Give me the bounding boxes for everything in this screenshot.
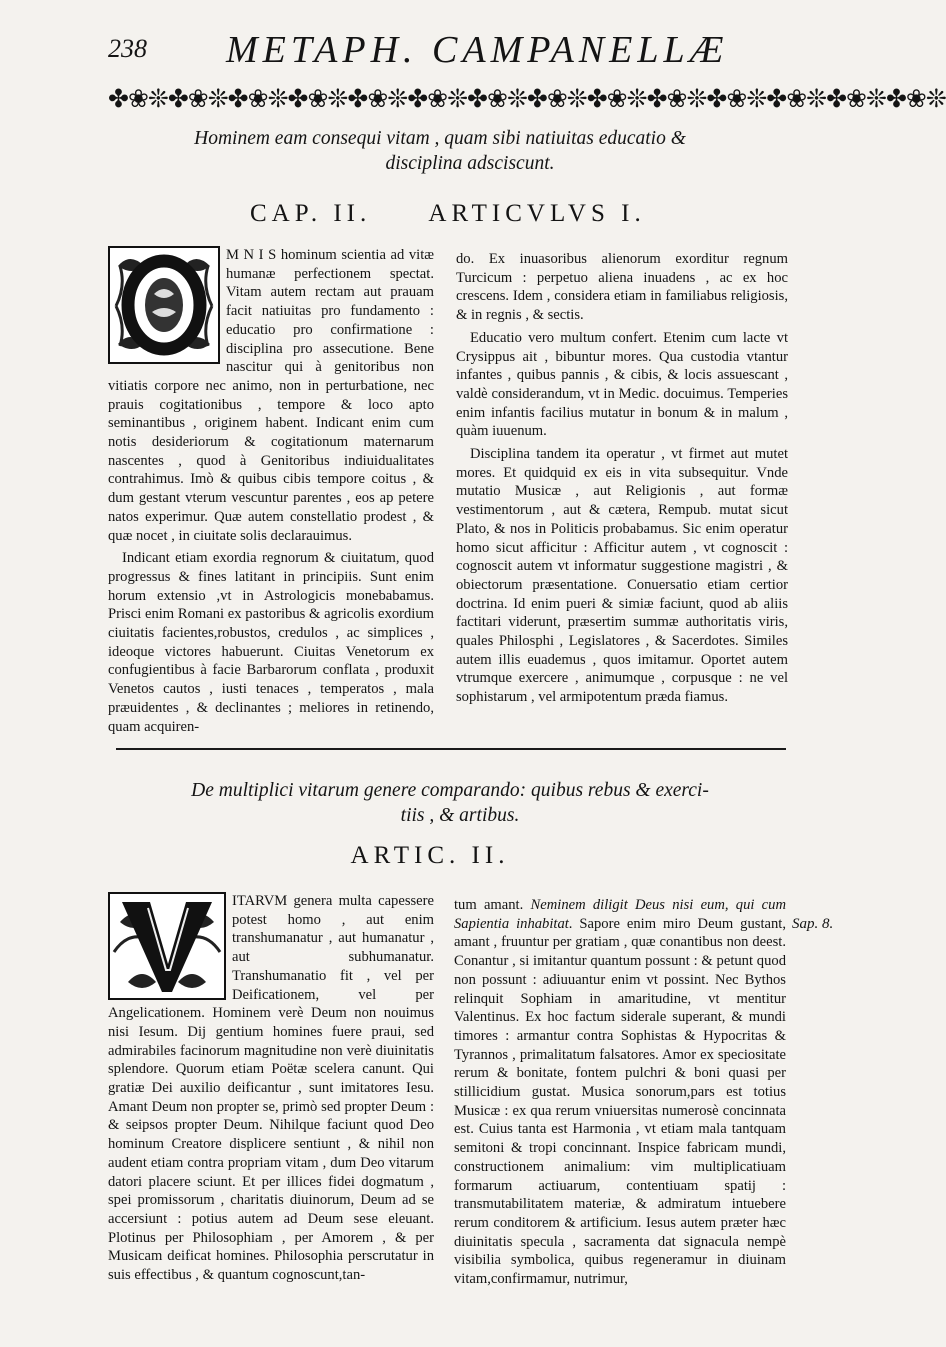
section1-right-paragraph-2: Educatio vero multum confert. Etenim cum lacte vt Crysippus ait , bibuntur mores. Qua custodia vtantur infantes , quibus pannis , & cibis, & locis assuescant , valdè considerandum, vt in Medic. docuimus. Temperies enim infantis facilius mutatur in bonum & in malum , quàm iuuenum.: [456, 329, 788, 440]
section2-right-column: [454, 896, 786, 1289]
margin-note: Sap. 8.: [792, 916, 834, 932]
article-label: ARTICVLVS I.: [428, 200, 646, 227]
section2-right-paragraph: [454, 896, 786, 1289]
section1-left-column: [108, 246, 434, 736]
scripture-quotation: Neminem diligit Deus nisi eum, qui cum Sapientia inhabitat: [454, 897, 786, 932]
section2-right-rest: . Sapore enim miro Deum gustant, amant , fruuntur per gratiam , quæ conantibus non deest. Conantur , si imitantur quantum possunt : & petunt quod non possunt : adiuuantur enim vt possint. Nec Bythos relinquit Sophiam in amaritudine, vt mentitur Valentinus. Ex hoc factum siderale superant, & mundi timores : armantur contra Sophistas & Hypocritas & Tyrannos , primalitatum falsatores. Amor ex speciositate rerum & bonitate, fontem pulchri & boni quasi per stillicidium gustat. Musica sonorum,pars est totius Musicæ : ex qua rerum vniuersitas numerosè concinnata est. Cuius tanta est Harmonia , vt etiam mala tantquam semitoni & tropi concinnant. Inspice fabricam mundi, constructionem animalium: vim multiplicatiuam formarum actiuarum, contentiuam spatij : transmutabilitatem materiæ, & admiratum intuebere rerum conditorem & artificium. Iesus autem præter hæc diuinitatis specula , sacramenta dat signacula nempè visibilia symbolica, quibus regeneramur in diuinam vitam,confirmamur, nutrimur,: [454, 915, 786, 1288]
page-header: [108, 28, 808, 72]
section-divider-rule: [116, 748, 786, 750]
section2-left-column: [108, 892, 434, 1285]
decorated-initial-o: [108, 246, 220, 364]
section2-left-paragraph: ITARVM genera multa capessere potest homo , aut enim transhumanatur , aut humanatur , aut subhumanatur. Transhumanatio fit , vel per Deificationem, vel per Angelicationem. Hominem verè Deum non nouimus nisi Iesum. Dij gentium homines fuere praui, sed admirabiles facinorum magnitudine non verè diuinitatis splendore. Quorum etiam Poëtæ scelera canunt. Qui gratiæ Dei auxilio deificantur , sunt imitatores Iesu. Amant Deum non propter se, primò sed propter Deum : & seipsos propter Deum. Nihilque faciunt quod Deo hominum Creatore displicere sentiunt , & nihil non audent etiam contra propriam vitam , dum Deo vitarum datori placere sciunt. Et per illices fidei dogmatum , spei promissorum , charitatis diuinorum, Deum ad se accersiunt : potius autem ad Deum sese eleuant. Plotinus per Philosophiam , per Amorem , & per Musicam deificat homines. Philosophia perscrutatur in suis effectibus , & quantum cognoscunt,tan-: [108, 893, 434, 1284]
decorated-initial-o-icon: [108, 246, 220, 364]
section-title-1-line1: Hominem eam consequi vitam , quam sibi natiuitas educatio &: [194, 128, 686, 149]
section1-left-paragraph-2: Indicant etiam exordia regnorum & ciuitatum, quod progressus & fines latitant in principiis. Sunt enim horum extensio ,vt in Astrologicis monebabamus. Prisci enim Romani ex pastoribus & agricolis exordium ciuitatis facientes,robustos, credulos , ac simplices , ideoque victores habuerunt. Ciuitas Venetorum ex confugientibus à facie Barbarorum conflata , produxit Venetos cautos , iusti tenaces , temperatos , mala præuidentes , & declinantes ; meliores in retinendo, quam acquiren-: [108, 550, 434, 735]
section-title-2-line2: tiis , & artibus.: [400, 805, 520, 826]
section-title-1-line2: disciplina adsciscunt.: [385, 153, 555, 174]
article-heading-2: ARTIC. II.: [350, 842, 510, 869]
section1-right-paragraph-3: Disciplina tandem ita operatur , vt firmet aut mutet mores. Et quidquid ex eis in vita subsequitur. Vnde mutatio Musicæ , aut Religionis , aut formæ vestimentorum , aut & cætera, Rempub. mutat sicut Plato, & nos in Politicis probabamus. Sic enim operatur homo sicut afficitur : Afficitur autem , vt cognoscit : cognoscit autem vt informatur suggestione magistri , & obiectorum præsentatione. Conuersatio etiam certior doctrina. Id enim pueri & simiæ faciunt, quod ab aliis factitari viderunt, præsertim summæ authoritatis viris, quales Philosphi , Legislatores , & Sacerdotes. Similes autem illis euademus , quos imitamur. Oportet autem vtrumque exercere , animumque , corpusque : ne vel sophistarum , vel armipotentum præda fiamus.: [456, 446, 788, 706]
ornamental-band: ✤❀❊✤❀❊✤❀❊✤❀❊✤❀❊✤❀❊✤❀❊✤❀❊✤❀❊✤❀❊✤❀❊✤❀❊✤❀❊✤❀❊: [108, 86, 946, 113]
decorated-initial-v-icon: [108, 892, 226, 1000]
section-title-1: [130, 126, 750, 176]
chapter-label: CAP. II.: [250, 200, 372, 227]
section1-left-paragraph-1: M N I S hominum scientia ad vitæ humanæ perfectionem spectat. Vitam autem rectam aut prauam facit natiuitas pro fundamento : educatio pro confirmatione : disciplina pro assecutione. Bene nascitur qui à genitoribus non vitiatis corpore nec animo, non in perturbatione, nec prauis cogitationibus , tempore & loco apto seminantibus , originem habent. Indicant enim cum notis desideriorum & cogitationum maternarum nascentes , quod à Genitoribus indiuidualitates contrahimus. Imò & quibus cibis tempore coitus , & dum gestant vterum vescuntur parentes , eos ap petere natos experimur. Quæ autem constellatio prodest , & quæ nocet , in ciuitate solis declarauimus.: [108, 247, 434, 544]
section2-right-lead: tum amant.: [454, 897, 524, 913]
section-title-2: [170, 778, 730, 828]
section1-right-column: [456, 250, 788, 707]
section1-right-paragraph-1: do. Ex inuasoribus alienorum exorditur regnum Turcicum : perpetuo aliena inuadens , ac ex hoc crescens. Idem , considera etiam in familiabus religiosis, & in regnis , & sectis.: [456, 251, 788, 324]
page-number: 238: [108, 34, 147, 63]
running-head: METAPH. CAMPANELLÆ: [226, 29, 729, 71]
chapter-heading: [250, 200, 690, 228]
section-title-2-line1: De multiplici vitarum genere comparando: quibus rebus & exerci-: [191, 780, 709, 801]
decorated-initial-v: [108, 892, 226, 1000]
